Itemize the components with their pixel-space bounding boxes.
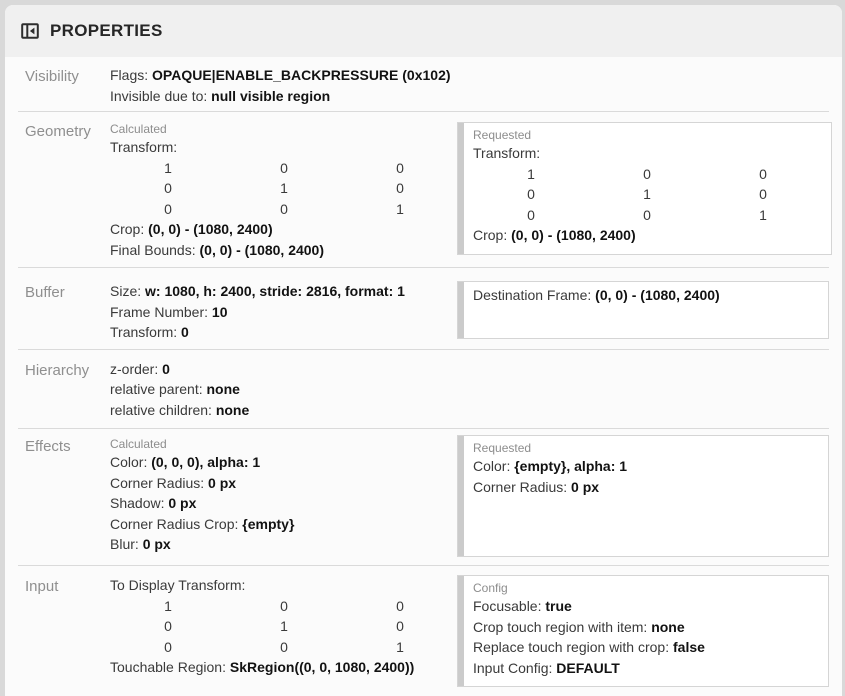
property-value: SkRegion((0, 0, 1080, 2400)) (229, 659, 415, 675)
property-key: Crop: (473, 227, 512, 243)
property-value: 0 (162, 360, 170, 377)
config-box (457, 575, 829, 687)
property-line (473, 637, 818, 658)
property-key: Corner Radius: (110, 474, 209, 491)
property-key: Focusable: (473, 598, 546, 614)
buffer-requested (457, 281, 829, 343)
panel-header (5, 5, 842, 57)
property-line (473, 285, 818, 306)
matrix-cell: 1 (643, 186, 651, 202)
input-properties (110, 575, 457, 687)
property-line (110, 452, 457, 473)
matrix-cell: 1 (396, 200, 404, 217)
property-value: {empty}, alpha: 1 (514, 458, 628, 474)
property-key: Transform: (473, 145, 541, 161)
matrix-cell: 0 (280, 597, 288, 614)
property-value: (0, 0) - (1080, 2400) (595, 287, 720, 303)
section-buffer (5, 268, 842, 349)
property-key: z-order: (110, 360, 163, 377)
property-value: 10 (211, 303, 228, 320)
matrix-cell: 0 (280, 200, 288, 217)
property-value: false (673, 639, 705, 655)
property-line (110, 514, 457, 535)
matrix-cell: 1 (759, 206, 767, 223)
requested-box-content (464, 282, 828, 338)
property-value: null visible region (211, 87, 331, 104)
property-line (110, 219, 457, 240)
property-value: 0 px (142, 536, 171, 552)
property-line (110, 473, 457, 494)
matrix-cell: 0 (643, 206, 651, 223)
matrix-cell: 0 (396, 597, 404, 614)
property-line (110, 359, 457, 380)
matrix-cell: 0 (527, 186, 535, 202)
requested-box-content (464, 436, 828, 556)
matrix-cell: 1 (396, 638, 404, 655)
property-key: Corner Radius: (473, 478, 572, 495)
matrix-cell: 0 (396, 180, 404, 196)
property-line (473, 456, 818, 477)
matrix-cell: 0 (759, 165, 767, 182)
property-key: To Display Transform: (110, 577, 246, 593)
property-value: (0, 0) - (1080, 2400) (148, 221, 273, 237)
property-value: (0, 0) - (1080, 2400) (511, 227, 636, 243)
property-value: (0, 0) - (1080, 2400) (199, 241, 325, 258)
section-label: Visibility (25, 68, 79, 85)
section-label: Effects (25, 438, 71, 455)
property-line (473, 477, 818, 498)
property-key: Blur: (110, 536, 143, 552)
property-value: (0, 0, 0), alpha: 1 (151, 454, 261, 470)
matrix-cell: 0 (164, 638, 172, 655)
property-line (473, 225, 821, 246)
property-key: relative children: (110, 401, 216, 418)
property-value: 0 px (571, 478, 600, 495)
property-key: Crop: (110, 221, 149, 237)
property-value: true (545, 598, 572, 614)
property-key: Color: (473, 458, 515, 474)
section-label: Geometry (25, 123, 91, 140)
property-line (110, 65, 457, 86)
matrix-cell: 1 (527, 165, 535, 182)
property-key: Corner Radius Crop: (110, 515, 243, 532)
property-value: 0 (181, 324, 189, 340)
property-key: relative parent: (110, 381, 207, 397)
property-value: 0 px (168, 495, 197, 511)
property-key: Color: (110, 454, 152, 470)
section-geometry (5, 112, 842, 267)
property-key: Replace touch region with crop: (473, 639, 673, 655)
transform-matrix (110, 158, 457, 220)
effects-calculated (110, 435, 457, 557)
property-line (110, 400, 457, 421)
property-line (110, 302, 457, 323)
section-effects (5, 429, 842, 565)
property-line (473, 596, 818, 617)
property-value: none (651, 618, 685, 635)
matrix-cell: 0 (396, 618, 404, 634)
property-line (110, 493, 457, 514)
property-line (110, 322, 457, 343)
section-label: Buffer (25, 284, 65, 301)
visibility-properties (110, 65, 457, 106)
property-key: Frame Number: (110, 303, 212, 320)
calculated-tag: Calculated (110, 437, 167, 451)
property-key: Final Bounds: (110, 241, 200, 258)
property-value: {empty} (242, 515, 295, 532)
property-value: OPAQUE|ENABLE_BACKPRESSURE (0x102) (152, 67, 451, 83)
effects-requested (457, 435, 829, 557)
property-key: Input Config: (473, 659, 557, 676)
property-value: DEFAULT (556, 659, 620, 676)
matrix-cell: 0 (527, 206, 535, 223)
requested-box (457, 281, 829, 339)
section-hierarchy (5, 350, 842, 429)
property-line (110, 379, 457, 400)
section-label: Hierarchy (25, 361, 90, 379)
matrix-cell: 1 (164, 159, 172, 176)
property-line (473, 143, 821, 164)
property-line (473, 617, 818, 638)
matrix-cell: 0 (759, 186, 767, 202)
property-value: 0 px (208, 474, 237, 491)
transform-matrix (110, 596, 457, 658)
input-config (457, 575, 829, 687)
property-line (110, 137, 457, 158)
calculated-tag: Calculated (110, 122, 167, 136)
property-key: Shadow: (110, 495, 169, 511)
property-line (110, 281, 457, 302)
property-line (110, 86, 457, 107)
requested-box (457, 435, 829, 557)
property-line (110, 657, 457, 678)
property-key: Invisible due to: (110, 87, 212, 104)
matrix-cell: 0 (643, 165, 651, 182)
matrix-cell: 1 (280, 618, 288, 634)
property-key: Crop touch region with item: (473, 618, 652, 635)
geometry-requested (457, 120, 832, 260)
property-value: none (215, 401, 250, 418)
buffer-properties (110, 281, 457, 343)
requested-tag: Requested (473, 128, 532, 142)
properties-panel (5, 5, 842, 696)
property-key: Transform: (110, 324, 182, 340)
panel-title: PROPERTIES (50, 21, 163, 40)
matrix-cell: 1 (164, 597, 172, 614)
hierarchy-properties (110, 359, 457, 421)
matrix-cell: 0 (164, 618, 172, 634)
transform-matrix (473, 164, 821, 226)
matrix-cell: 0 (396, 159, 404, 176)
config-box-content (464, 576, 828, 686)
matrix-cell: 0 (280, 638, 288, 655)
property-key: Flags: (110, 67, 153, 83)
requested-box (457, 122, 832, 255)
requested-box-content (464, 123, 831, 254)
property-key: Transform: (110, 139, 178, 155)
config-tag: Config (473, 581, 508, 595)
section-visibility (5, 57, 842, 111)
property-key: Destination Frame: (473, 287, 596, 303)
collapse-panel-icon[interactable] (19, 20, 41, 42)
matrix-cell: 0 (164, 180, 172, 196)
matrix-cell: 1 (280, 180, 288, 196)
section-label: Input (25, 578, 59, 595)
section-input (5, 566, 842, 696)
property-key: Size: (110, 283, 146, 299)
property-line (110, 240, 457, 261)
property-value: w: 1080, h: 2400, stride: 2816, format: 1 (145, 283, 405, 299)
property-line (110, 575, 457, 596)
property-key: Touchable Region: (110, 659, 230, 675)
matrix-cell: 0 (280, 159, 288, 176)
property-value: none (206, 381, 240, 397)
property-line (473, 658, 818, 679)
requested-tag: Requested (473, 441, 532, 455)
matrix-cell: 0 (164, 200, 172, 217)
property-line (110, 534, 457, 555)
geometry-calculated (110, 120, 457, 260)
